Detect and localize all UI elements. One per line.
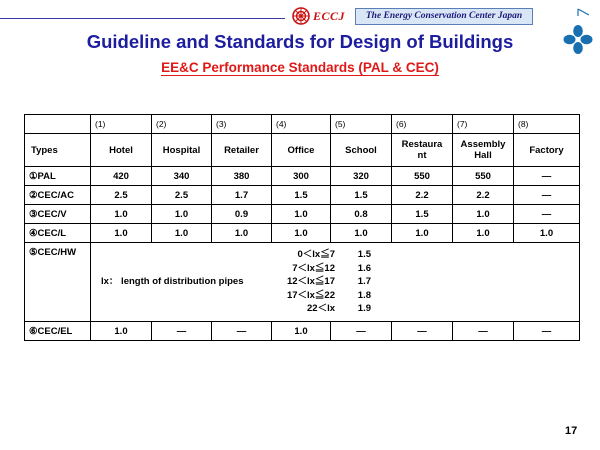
page-subtitle — [0, 60, 600, 75]
organization-name: The Energy Conservation Center Japan — [365, 11, 523, 21]
header-blank-cell — [25, 115, 91, 134]
table-cell: — — [212, 322, 272, 341]
table-cell: 1.0 — [152, 205, 212, 224]
hw-value: 1.8 — [357, 289, 371, 301]
table-row-cec-el — [25, 322, 580, 341]
building-type-factory: Factory — [514, 134, 580, 167]
column-number: (7) — [453, 115, 514, 134]
header-rule — [0, 18, 285, 19]
column-number: (4) — [272, 115, 331, 134]
building-type-restaurant: Restaura nt — [392, 134, 453, 167]
table-row-cec-v — [25, 205, 580, 224]
row-label: ⑥CEC/EL — [25, 322, 91, 341]
column-number: (5) — [331, 115, 392, 134]
column-number: (6) — [392, 115, 453, 134]
table-cell: 2.2 — [392, 186, 453, 205]
eccj-logo — [292, 7, 354, 27]
column-number: (1) — [91, 115, 152, 134]
hw-range-row — [265, 289, 371, 303]
table-cell: 1.0 — [514, 224, 580, 243]
table-cell: 1.0 — [453, 205, 514, 224]
table-cell: 1.0 — [91, 205, 152, 224]
building-type-hotel: Hotel — [91, 134, 152, 167]
table-row-cec-ac — [25, 186, 580, 205]
table-cell: 550 — [453, 167, 514, 186]
table-cell: 1.7 — [212, 186, 272, 205]
table-cell: 1.0 — [331, 224, 392, 243]
building-types-row — [25, 134, 580, 167]
hw-value: 1.7 — [357, 276, 371, 288]
building-type-retailer: Retailer — [212, 134, 272, 167]
building-type-office: Office — [272, 134, 331, 167]
hw-range-row — [265, 262, 371, 276]
hw-range: 0＜lx≦7 — [297, 249, 335, 260]
table-cell: 1.5 — [272, 186, 331, 205]
table-cell: — — [152, 322, 212, 341]
table-cell: 1.0 — [91, 322, 152, 341]
table-row-cec-l — [25, 224, 580, 243]
types-label: Types — [25, 134, 91, 167]
row-label: ④CEC/L — [25, 224, 91, 243]
table-cell: 0.8 — [331, 205, 392, 224]
table-cell: 2.2 — [453, 186, 514, 205]
table-cell: 1.0 — [272, 205, 331, 224]
table-row-pal — [25, 167, 580, 186]
table-cell: 320 — [331, 167, 392, 186]
table-cell: 340 — [152, 167, 212, 186]
hw-value: 1.6 — [357, 262, 371, 274]
hw-range-row — [265, 275, 371, 289]
building-type-school: School — [331, 134, 392, 167]
subtitle-text: EE&C Performance Standards (PAL & CEC) — [161, 60, 439, 75]
hw-range-list — [265, 248, 371, 316]
hw-value: 1.5 — [357, 249, 371, 260]
column-number-row — [25, 115, 580, 134]
table-cell: 1.0 — [152, 224, 212, 243]
table-cell: 380 — [212, 167, 272, 186]
hw-range: 7＜lx≦12 — [292, 262, 335, 274]
table-cell: 0.9 — [212, 205, 272, 224]
table-cell: 550 — [392, 167, 453, 186]
table-cell: 2.5 — [152, 186, 212, 205]
row-label: ③CEC/V — [25, 205, 91, 224]
hw-merged-cell — [91, 243, 580, 322]
row-label: ①PAL — [25, 167, 91, 186]
table-cell: 1.0 — [272, 224, 331, 243]
column-number: (2) — [152, 115, 212, 134]
row-label: ⑤CEC/HW — [25, 243, 91, 322]
table-cell: — — [453, 322, 514, 341]
table-cell: 1.0 — [212, 224, 272, 243]
table-cell: — — [514, 167, 580, 186]
hw-description: lx： length of distribution pipes — [101, 276, 244, 287]
table-cell: — — [514, 322, 580, 341]
logo-text: ECCJ — [313, 9, 346, 23]
standards-table — [24, 114, 580, 341]
hw-range-row — [265, 248, 371, 262]
table-cell: — — [514, 205, 580, 224]
table-cell: 1.0 — [272, 322, 331, 341]
table-row-cec-hw — [25, 243, 580, 322]
table-cell: 1.0 — [392, 224, 453, 243]
table-cell: — — [331, 322, 392, 341]
hw-range: 17＜lx≦22 — [286, 289, 335, 301]
building-type-hospital: Hospital — [152, 134, 212, 167]
page-title: Guideline and Standards for Design of Buildings — [86, 31, 514, 52]
row-label: ②CEC/AC — [25, 186, 91, 205]
building-type-assembly-hall: Assembly Hall — [453, 134, 514, 167]
eccj-logo-icon — [292, 7, 310, 25]
hw-range-row — [265, 302, 371, 316]
organization-banner — [355, 8, 533, 25]
table-cell: 1.5 — [331, 186, 392, 205]
hw-value: 1.9 — [357, 303, 371, 315]
hw-range: 12＜lx≦17 — [286, 276, 335, 288]
table-cell: 1.0 — [453, 224, 514, 243]
column-number: (8) — [514, 115, 580, 134]
table-cell: — — [514, 186, 580, 205]
page-number: 17 — [565, 425, 578, 437]
table-cell: 420 — [91, 167, 152, 186]
table-cell: 2.5 — [91, 186, 152, 205]
table-cell: — — [392, 322, 453, 341]
table-cell: 1.0 — [91, 224, 152, 243]
hw-range: 22＜lx — [307, 303, 335, 315]
table-cell: 300 — [272, 167, 331, 186]
column-number: (3) — [212, 115, 272, 134]
table-cell: 1.5 — [392, 205, 453, 224]
